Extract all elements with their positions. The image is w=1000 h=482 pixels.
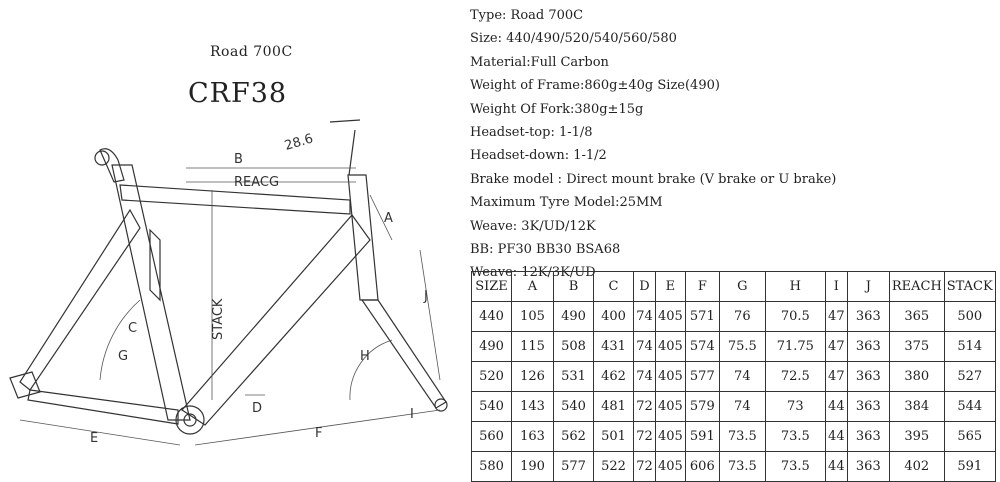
table-cell: 574 xyxy=(685,332,719,362)
table-cell: 71.75 xyxy=(765,332,825,362)
dim-d-label: D xyxy=(252,401,263,416)
table-cell: 363 xyxy=(847,452,889,482)
table-cell: 431 xyxy=(594,332,634,362)
table-cell: 577 xyxy=(554,452,594,482)
table-cell: 591 xyxy=(685,422,719,452)
table-cell: 363 xyxy=(847,362,889,392)
frame-diagram xyxy=(0,0,465,462)
col-header: J xyxy=(847,272,889,302)
col-header: REACH xyxy=(889,272,944,302)
spec-material: Material:Full Carbon xyxy=(470,54,609,70)
type-label: Road 700C xyxy=(210,44,293,60)
table-cell: 47 xyxy=(825,362,847,392)
table-cell: 143 xyxy=(512,392,554,422)
spec-brake: Brake model : Direct mount brake (V brake or U brake) xyxy=(470,171,837,187)
table-cell: 527 xyxy=(944,362,995,392)
dim-c-label: C xyxy=(128,321,138,336)
model-code: CRF38 xyxy=(188,78,288,109)
table-cell: 571 xyxy=(685,302,719,332)
table-cell: 73.5 xyxy=(719,452,765,482)
table-cell: 580 xyxy=(472,452,512,482)
table-row xyxy=(472,362,996,392)
table-cell: 363 xyxy=(847,332,889,362)
table-cell: 481 xyxy=(594,392,634,422)
table-row xyxy=(472,452,996,482)
table-cell: 579 xyxy=(685,392,719,422)
table-cell: 384 xyxy=(889,392,944,422)
col-header: E xyxy=(656,272,686,302)
dim-j-label: J xyxy=(424,289,428,304)
table-cell: 522 xyxy=(594,452,634,482)
table-cell: 74 xyxy=(719,362,765,392)
col-header: G xyxy=(719,272,765,302)
geometry-table xyxy=(471,271,996,482)
table-body xyxy=(472,302,996,482)
table-row xyxy=(472,302,996,332)
table-cell: 405 xyxy=(656,422,686,452)
table-cell: 380 xyxy=(889,362,944,392)
table-cell: 74 xyxy=(634,362,656,392)
table-cell: 73.5 xyxy=(719,422,765,452)
spec-frame-weight: Weight of Frame:860g±40g Size(490) xyxy=(470,78,720,94)
table-cell: 400 xyxy=(594,302,634,332)
table-cell: 44 xyxy=(825,392,847,422)
spec-list xyxy=(470,4,990,285)
spec-weave: Weave: 3K/UD/12K xyxy=(470,218,596,234)
geometry-table-wrap xyxy=(471,271,996,482)
table-cell: 363 xyxy=(847,422,889,452)
dim-h-label: H xyxy=(360,349,370,364)
table-cell: 73 xyxy=(765,392,825,422)
table-cell: 375 xyxy=(889,332,944,362)
dim-stack-label: STACK xyxy=(211,298,226,340)
table-cell: 560 xyxy=(472,422,512,452)
spec-weave-2: Weave: 12K/3K/UD xyxy=(470,265,596,281)
col-header: I xyxy=(825,272,847,302)
table-cell: 544 xyxy=(944,392,995,422)
table-row xyxy=(472,392,996,422)
table-cell: 508 xyxy=(554,332,594,362)
dim-b-label: B xyxy=(234,152,243,167)
table-cell: 405 xyxy=(656,362,686,392)
table-cell: 565 xyxy=(944,422,995,452)
col-header: B xyxy=(554,272,594,302)
dim-e-label: E xyxy=(90,431,99,446)
table-cell: 365 xyxy=(889,302,944,332)
table-cell: 363 xyxy=(847,302,889,332)
spec-size: Size: 440/490/520/540/560/580 xyxy=(470,31,677,47)
table-cell: 462 xyxy=(594,362,634,392)
table-cell: 531 xyxy=(554,362,594,392)
table-cell: 363 xyxy=(847,392,889,422)
table-cell: 540 xyxy=(554,392,594,422)
table-cell: 395 xyxy=(889,422,944,452)
col-header: D xyxy=(634,272,656,302)
col-header: STACK xyxy=(944,272,995,302)
table-cell: 72 xyxy=(634,392,656,422)
table-cell: 72.5 xyxy=(765,362,825,392)
table-cell: 126 xyxy=(512,362,554,392)
table-cell: 75.5 xyxy=(719,332,765,362)
table-cell: 402 xyxy=(889,452,944,482)
table-cell: 500 xyxy=(944,302,995,332)
table-cell: 562 xyxy=(554,422,594,452)
spec-headset-down: Headset-down: 1-1/2 xyxy=(470,148,607,164)
table-cell: 44 xyxy=(825,422,847,452)
table-cell: 47 xyxy=(825,302,847,332)
table-cell: 44 xyxy=(825,452,847,482)
table-cell: 405 xyxy=(656,452,686,482)
dim-i-label: I xyxy=(410,407,414,422)
table-cell: 47 xyxy=(825,332,847,362)
table-cell: 74 xyxy=(634,302,656,332)
table-cell: 105 xyxy=(512,302,554,332)
table-cell: 520 xyxy=(472,362,512,392)
dim-f-label: F xyxy=(315,426,323,441)
table-cell: 490 xyxy=(472,332,512,362)
tube-dim-label: 28.6 xyxy=(282,131,315,154)
table-cell: 74 xyxy=(634,332,656,362)
table-cell: 606 xyxy=(685,452,719,482)
col-header: F xyxy=(685,272,719,302)
table-header-row xyxy=(472,272,996,302)
dim-reach-label: REACG xyxy=(234,175,280,190)
col-header: SIZE xyxy=(472,272,512,302)
table-cell: 76 xyxy=(719,302,765,332)
table-cell: 72 xyxy=(634,452,656,482)
spec-bb: BB: PF30 BB30 BSA68 xyxy=(470,242,621,258)
col-header: A xyxy=(512,272,554,302)
table-cell: 74 xyxy=(719,392,765,422)
dim-a-label: A xyxy=(384,211,393,226)
table-row xyxy=(472,332,996,362)
table-cell: 405 xyxy=(656,302,686,332)
spec-fork-weight: Weight Of Fork:380g±15g xyxy=(470,101,644,117)
dim-g-label: G xyxy=(118,349,129,364)
table-cell: 540 xyxy=(472,392,512,422)
table-cell: 405 xyxy=(656,332,686,362)
table-row xyxy=(472,422,996,452)
table-cell: 405 xyxy=(656,392,686,422)
spec-headset-top: Headset-top: 1-1/8 xyxy=(470,125,593,141)
table-cell: 577 xyxy=(685,362,719,392)
col-header: H xyxy=(765,272,825,302)
table-cell: 70.5 xyxy=(765,302,825,332)
table-cell: 73.5 xyxy=(765,422,825,452)
table-cell: 501 xyxy=(594,422,634,452)
table-cell: 115 xyxy=(512,332,554,362)
table-cell: 591 xyxy=(944,452,995,482)
col-header: C xyxy=(594,272,634,302)
table-cell: 490 xyxy=(554,302,594,332)
table-cell: 163 xyxy=(512,422,554,452)
table-cell: 73.5 xyxy=(765,452,825,482)
table-cell: 440 xyxy=(472,302,512,332)
spec-type: Type: Road 700C xyxy=(470,8,584,23)
table-cell: 514 xyxy=(944,332,995,362)
table-cell: 72 xyxy=(634,422,656,452)
spec-tyre: Maximum Tyre Model:25MM xyxy=(470,195,663,211)
table-cell: 190 xyxy=(512,452,554,482)
